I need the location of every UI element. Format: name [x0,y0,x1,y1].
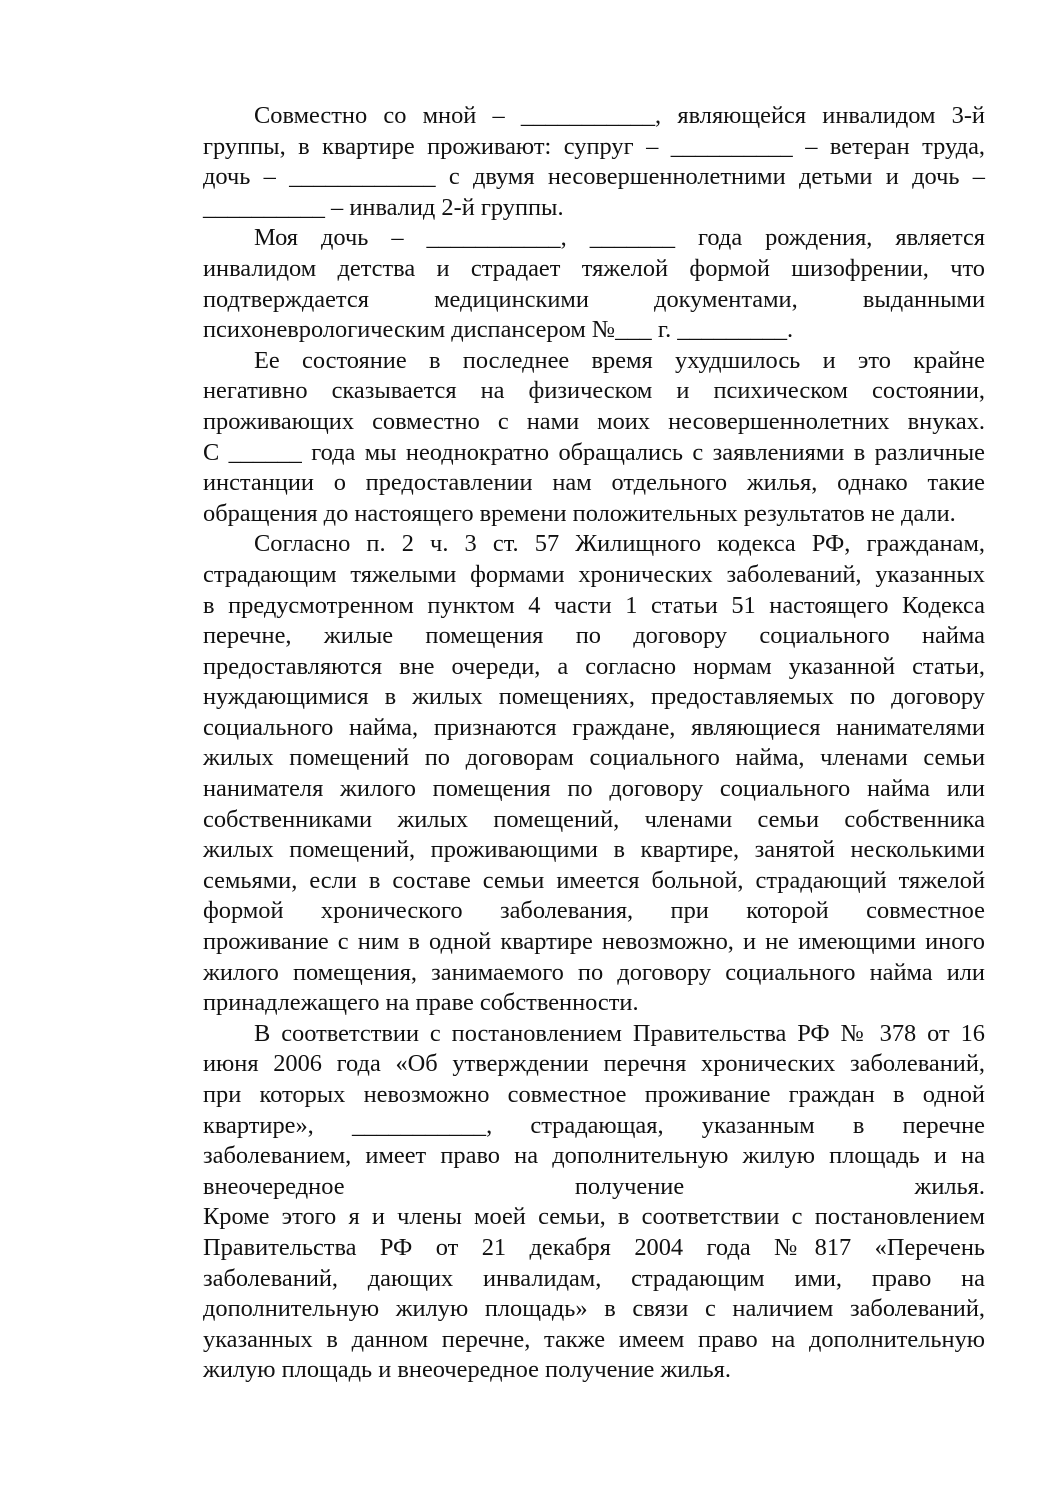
text-line: жилую площадь и внеочередное получение жилья. [203,1356,731,1384]
text-line: инвалидом детства и страдает тяжелой формой шизофрении, что [203,254,985,282]
text-line: принадлежащего на праве собственности. [203,989,639,1017]
document-page [152,101,985,1386]
text-line: дочь – ____________ с двумя несовершеннолетними детьми и дочь – [203,163,985,191]
text-line: негативно сказывается на физическом и психическом состоянии, [203,377,985,405]
paragraph-daughter [152,223,985,345]
text-line: Правительства РФ от 21 декабря 2004 года №817 «Перечень [203,1233,985,1261]
text-line: __________ – инвалид 2-й группы. [203,193,564,221]
text-line: Совместно со мной – ___________, являющейся инвалидом 3-й [254,102,985,129]
text-line: проживание с ним в одной квартире невозможно, и не имеющими иного [203,928,985,956]
text-line: Моя дочь – ___________, _______ года рождения, является [254,224,985,252]
text-line: семьями, если в составе семьи имеется больной, страдающий тяжелой [203,866,985,894]
paragraph-household [152,101,985,223]
text-line: Согласно п. 2 ч. 3 ст. 57 Жилищного кодекса РФ, гражданам, [254,530,985,558]
text-line: жилых помещений по договорам социального найма, членами семьи [203,744,985,772]
text-line: социального найма, признаются граждане, являющиеся нанимателями [203,713,985,741]
paragraph-condition [152,346,985,530]
text-line: заболеванием, имеет право на дополнительную жилую площадь и на [203,1142,985,1170]
text-line: жилого помещения, занимаемого по договору социального найма или [203,958,985,986]
text-line: группы, в квартире проживают: супруг – __________ – ветеран труда, [203,132,985,160]
text-line: инстанции о предоставлении нам отдельного жилья, однако такие [203,469,985,497]
text-line: жилых помещений, проживающими в квартире, занятой несколькими [203,836,985,864]
text-line: проживающих совместно с нами моих несовершеннолетних внуках. [203,407,985,435]
text-line: в предусмотренном пунктом 4 части 1 статьи 51 настоящего Кодекса [203,591,985,619]
paragraph-government-decrees [152,1019,985,1386]
text-line: страдающим тяжелыми формами хронических заболеваний, указанных [203,560,985,588]
text-line: психоневрологическим диспансером №___ г. _________. [203,316,794,344]
text-line: подтверждается медицинскими документами, выданными [203,285,985,313]
text-line: перечне, жилые помещения по договору социального найма [203,622,985,650]
text-line: при которых невозможно совместное проживание граждан в одной [203,1081,985,1108]
text-line: Ее состояние в последнее время ухудшилось и это крайне [254,346,985,374]
text-line: собственниками жилых помещений, членами семьи собственника [203,805,985,833]
text-line: нанимателя жилого помещения по договору социального найма или [203,775,985,803]
text-line: квартире», ___________, страдающая, указанным в перечне [203,1111,985,1139]
text-line: В соответствии с постановлением Правительства РФ № 378 от 16 [254,1019,985,1047]
text-line: Кроме этого я и члены моей семьи, в соответствии с постановлением [203,1203,985,1231]
paragraph-housing-code [152,529,985,1019]
text-line: указанных в данном перечне, также имеем право на дополнительную [203,1325,985,1353]
text-line: дополнительную жилую площадь» в связи с наличием заболеваний, [203,1295,985,1323]
text-line: июня 2006 года «Об утверждении перечня хронических заболеваний, [203,1050,985,1078]
text-line: нуждающимися в жилых помещениях, предоставляемых по договору [203,683,985,711]
text-line: заболеваний, дающих инвалидам, страдающим ими, право на [203,1264,985,1292]
text-line: формой хронического заболевания, при которой совместное [203,897,985,925]
text-line: С ______ года мы неоднократно обращались с заявлениями в различные [203,438,985,466]
text-line: предоставляются вне очереди, а согласно нормам указанной статьи, [203,652,985,680]
text-line: внеочередное получение жилья. [203,1172,985,1200]
text-line: обращения до настоящего времени положительных результатов не дали. [203,499,956,527]
